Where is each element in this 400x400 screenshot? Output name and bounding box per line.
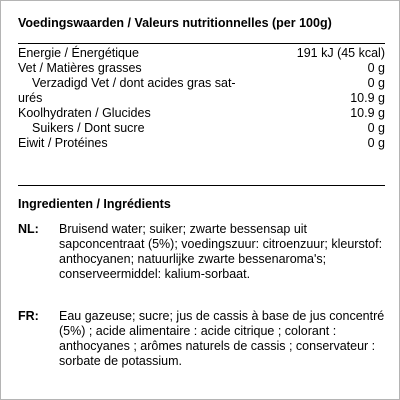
- nutrition-row-sugars: [18, 121, 385, 136]
- nutrition-row-protein: [18, 136, 385, 151]
- divider: [18, 43, 385, 44]
- nutrition-value-unlabeled: 10.9 g: [350, 91, 385, 105]
- language-code-fr: FR:: [18, 309, 39, 323]
- nutrition-title: Voedingswaarden / Valeurs nutritionnelles (per 100g): [18, 16, 332, 30]
- nutrition-row-energy: [18, 46, 385, 61]
- nutrition-value-fat: 0 g: [367, 61, 385, 75]
- nutrition-label-energy: Energie / Énergétique: [18, 46, 139, 60]
- nutrition-label-protein: Eiwit / Protéines: [18, 136, 108, 150]
- nutrition-label-saturated-fat-cont: urés: [18, 91, 43, 105]
- ingredients-text-fr: Eau gazeuse; sucre; jus de cassis à base de jus concentré (5%) ; acide alimentaire : acide citrique ; colorant : anthocyanes ; arômes naturels de cassis ; conservateur : sorbate de potassium.: [59, 309, 385, 368]
- nutrition-value-energy: 191 kJ (45 kcal): [296, 46, 385, 60]
- nutrition-label-sugars: Suikers / Dont sucre: [32, 121, 145, 135]
- nutrition-value-saturated-fat: 0 g: [367, 76, 385, 90]
- nutrition-label-fat: Vet / Matières grasses: [18, 61, 142, 75]
- nutrition-row-fat: [18, 61, 385, 76]
- ingredients-text-nl: Bruisend water; suiker; zwarte bessensap uit sapconcentraat (5%); voedingszuur: citroenzuur; kleurstof: anthocyanen; natuurlijke zwarte bessenaroma's; conserveermiddel: kalium-sorbaat.: [59, 222, 383, 281]
- nutrition-table: [18, 46, 385, 151]
- nutrition-label: [18, 15, 385, 369]
- nutrition-label-carbohydrates: Koolhydraten / Glucides: [18, 106, 151, 120]
- nutrition-value-protein: 0 g: [367, 136, 385, 150]
- language-code-nl: NL:: [18, 222, 39, 236]
- ingredients-fr: [18, 309, 385, 369]
- nutrition-label-saturated-fat: Verzadigd Vet / dont acides gras sat-: [32, 76, 236, 90]
- ingredients-nl: [18, 222, 385, 282]
- nutrition-row-saturated-fat: [18, 76, 385, 91]
- nutrition-value-carbohydrates: 10.9 g: [350, 106, 385, 120]
- nutrition-row-carbohydrates: [18, 106, 385, 121]
- ingredients-title: Ingredienten / Ingrédients: [18, 197, 171, 211]
- nutrition-row-saturated-fat-cont: [18, 91, 385, 106]
- nutrition-value-sugars: 0 g: [367, 121, 385, 135]
- divider: [18, 185, 385, 186]
